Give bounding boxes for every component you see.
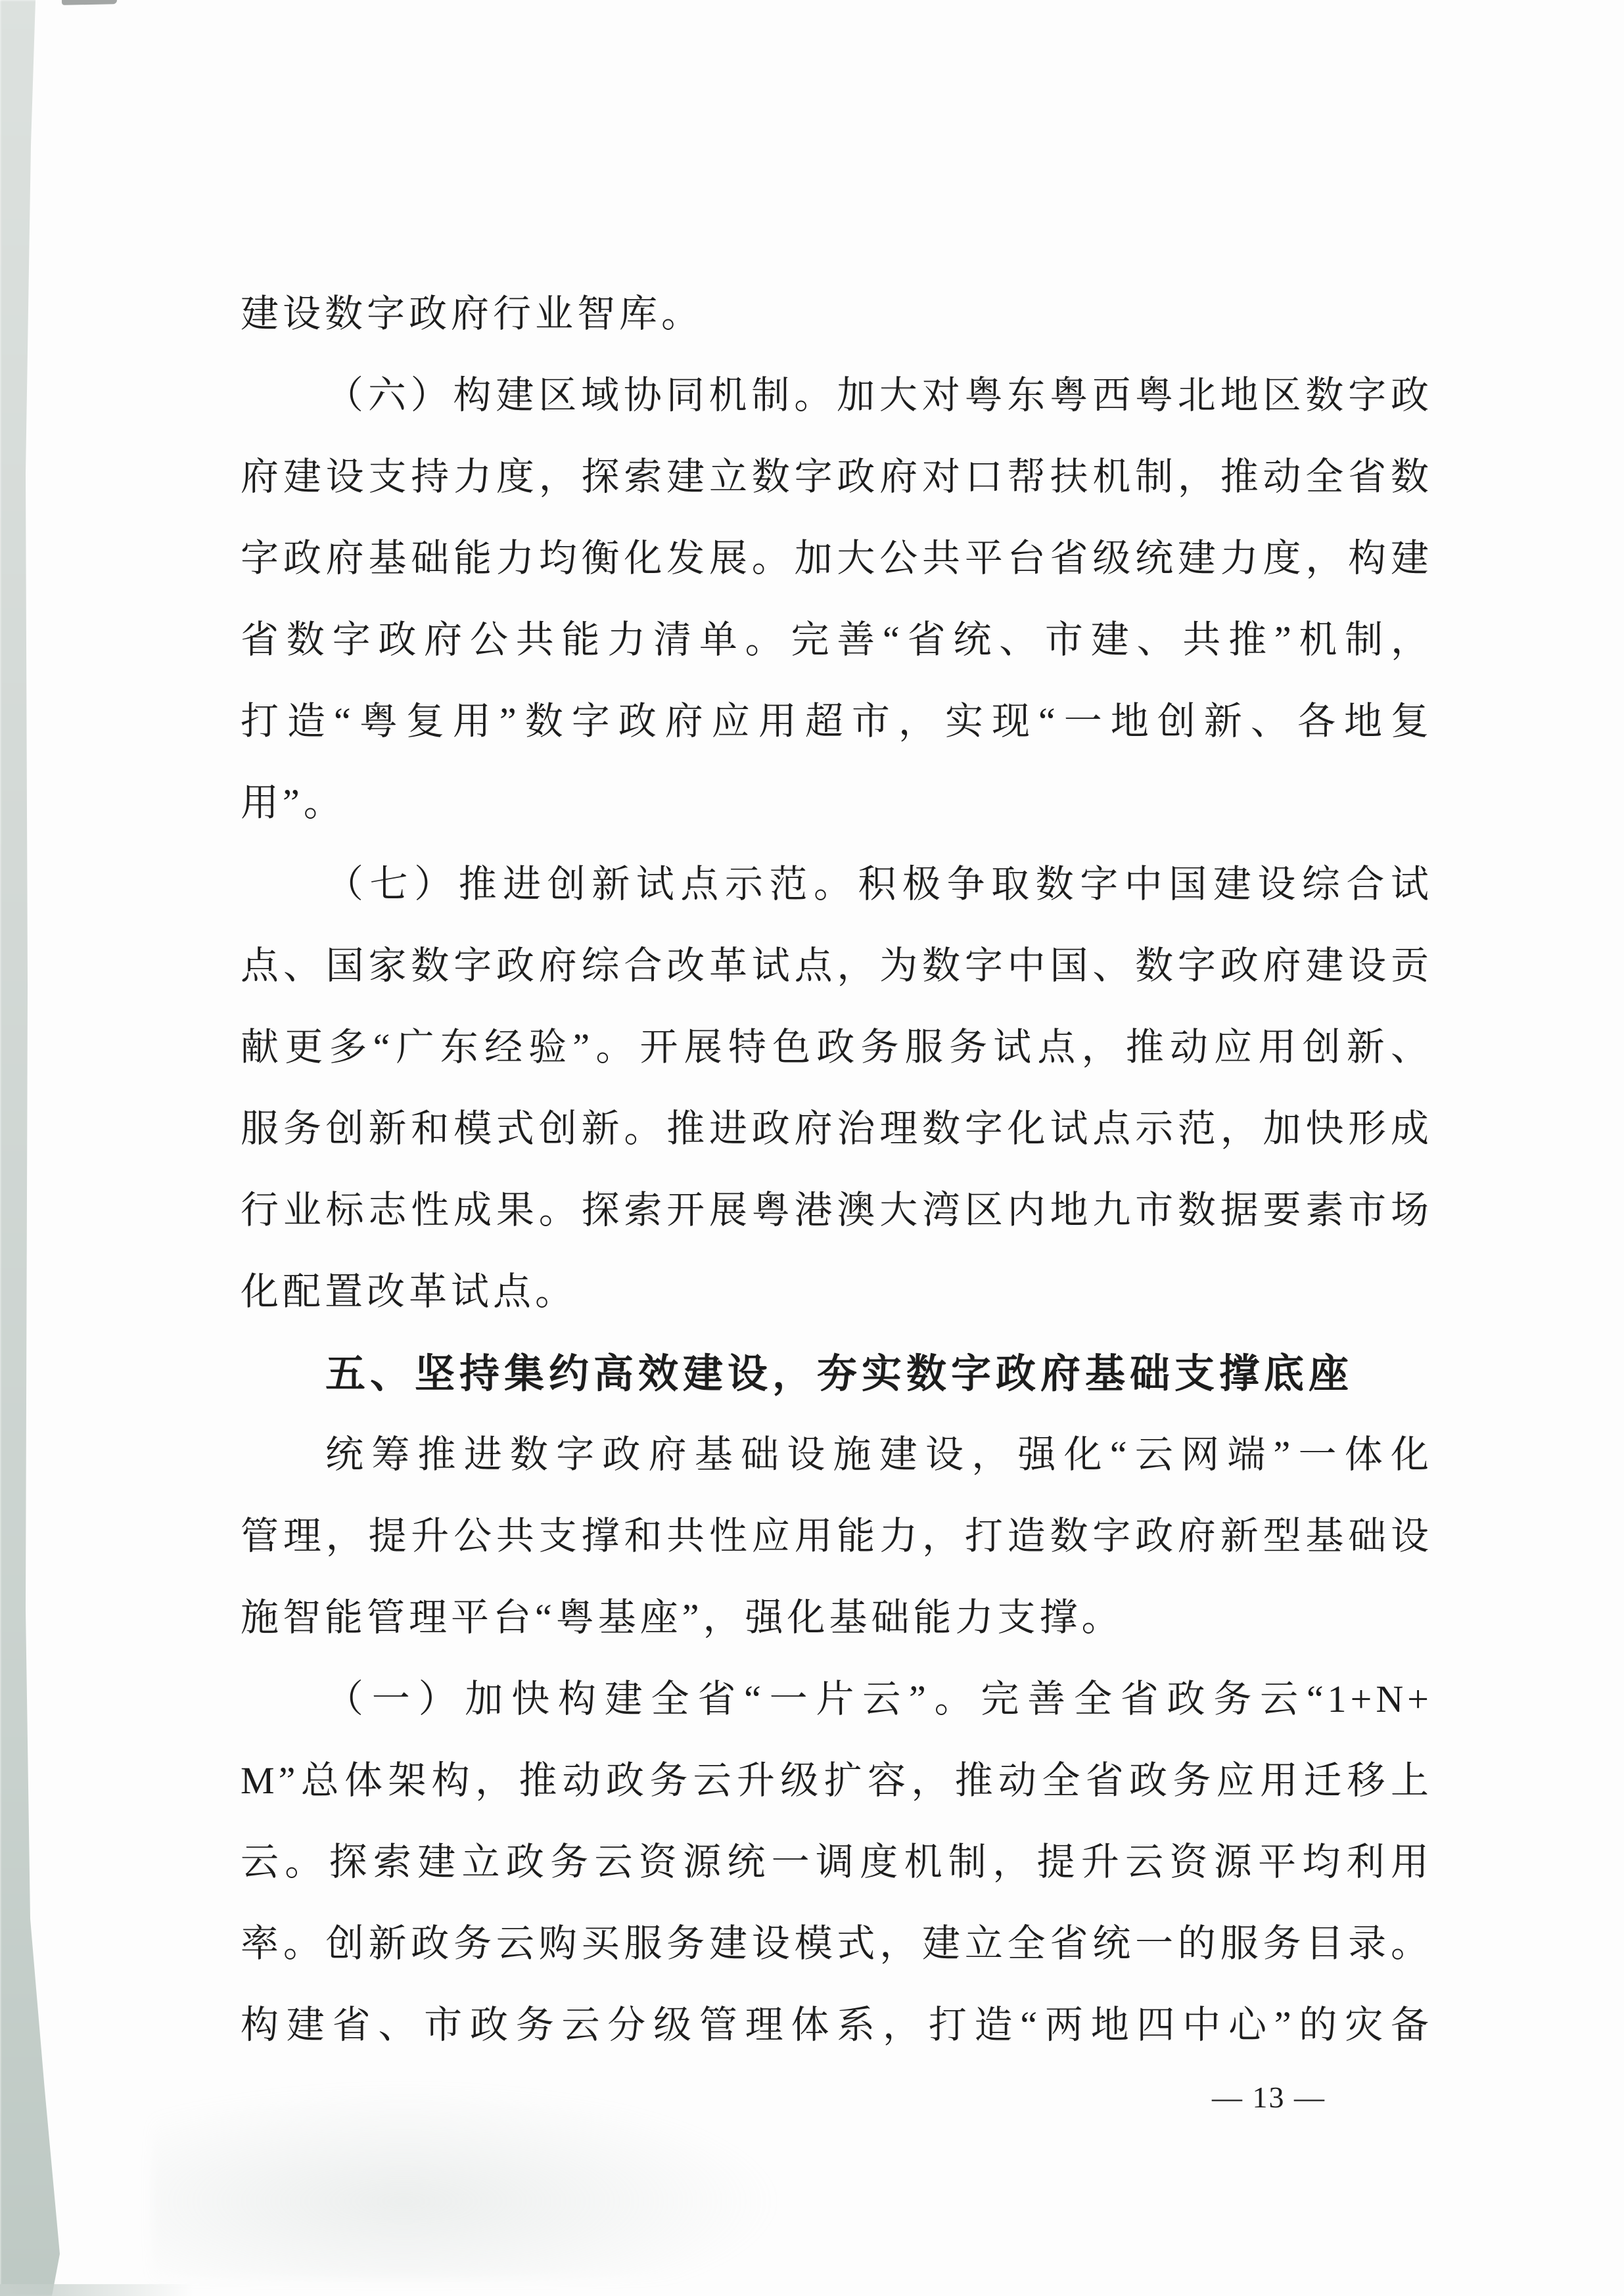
text-line: 率。创新政务云购买服务建设模式，建立全省统一的服务目录。 xyxy=(241,1922,1433,1965)
scan-bottom-edge-artifact xyxy=(0,2284,204,2296)
text-line: 统筹推进数字政府基础设施建设，强化“云网端”一体化 xyxy=(325,1433,1433,1476)
text-line: 施智能管理平台“粤基座”，强化基础能力支撑。 xyxy=(241,1596,1124,1639)
text-line: M”总体架构，推动政务云升级扩容，推动全省政务应用迁移上 xyxy=(241,1759,1433,1802)
text-line: 管理，提升公共支撑和共性应用能力，打造数字政府新型基础设 xyxy=(241,1515,1433,1557)
text-line: 建设数字政府行业智库。 xyxy=(241,292,704,335)
text-line: 点、国家数字政府综合改革试点，为数字中国、数字政府建设贡 xyxy=(241,944,1433,987)
text-line: （一）加快构建全省“一片云”。完善全省政务云“1+N+ xyxy=(325,1678,1433,1720)
text-line: 府建设支持力度，探索建立数字政府对口帮扶机制，推动全省数 xyxy=(241,455,1433,498)
text-line: 行业标志性成果。探索开展粤港澳大湾区内地九市数据要素市场 xyxy=(241,1189,1433,1231)
page-number: — 13 — xyxy=(1212,2080,1326,2114)
text-line: 用”。 xyxy=(241,781,346,824)
text-line: 化配置改革试点。 xyxy=(241,1270,578,1313)
scan-top-notch-artifact xyxy=(62,0,117,5)
document-body xyxy=(241,273,1433,2066)
text-line: 字政府基础能力均衡化发展。加大公共平台省级统建力度，构建 xyxy=(241,537,1433,580)
section-heading: 五、坚持集约高效建设，夯实数字政府基础支撑底座 xyxy=(325,1351,1354,1396)
text-line: 服务创新和模式创新。推进政府治理数字化试点示范，加快形成 xyxy=(241,1107,1433,1150)
scan-edge-artifact xyxy=(0,0,72,2296)
text-line: 构建省、市政务云分级管理体系，打造“两地四中心”的灾备 xyxy=(241,2004,1433,2046)
text-line: （七）推进创新试点示范。积极争取数字中国建设综合试 xyxy=(325,863,1433,906)
text-line: 云。探索建立政务云资源统一调度机制，提升云资源平均利用 xyxy=(241,1841,1433,1883)
text-line: （六）构建区域协同机制。加大对粤东粤西粤北地区数字政 xyxy=(325,374,1433,417)
text-line: 献更多“广东经验”。开展特色政务服务试点，推动应用创新、 xyxy=(241,1026,1433,1068)
scan-shadow-artifact xyxy=(151,2083,782,2280)
text-line: 省数字政府公共能力清单。完善“省统、市建、共推”机制， xyxy=(241,618,1433,661)
text-line: 打造“粤复用”数字政府应用超市，实现“一地创新、各地复 xyxy=(241,700,1433,743)
